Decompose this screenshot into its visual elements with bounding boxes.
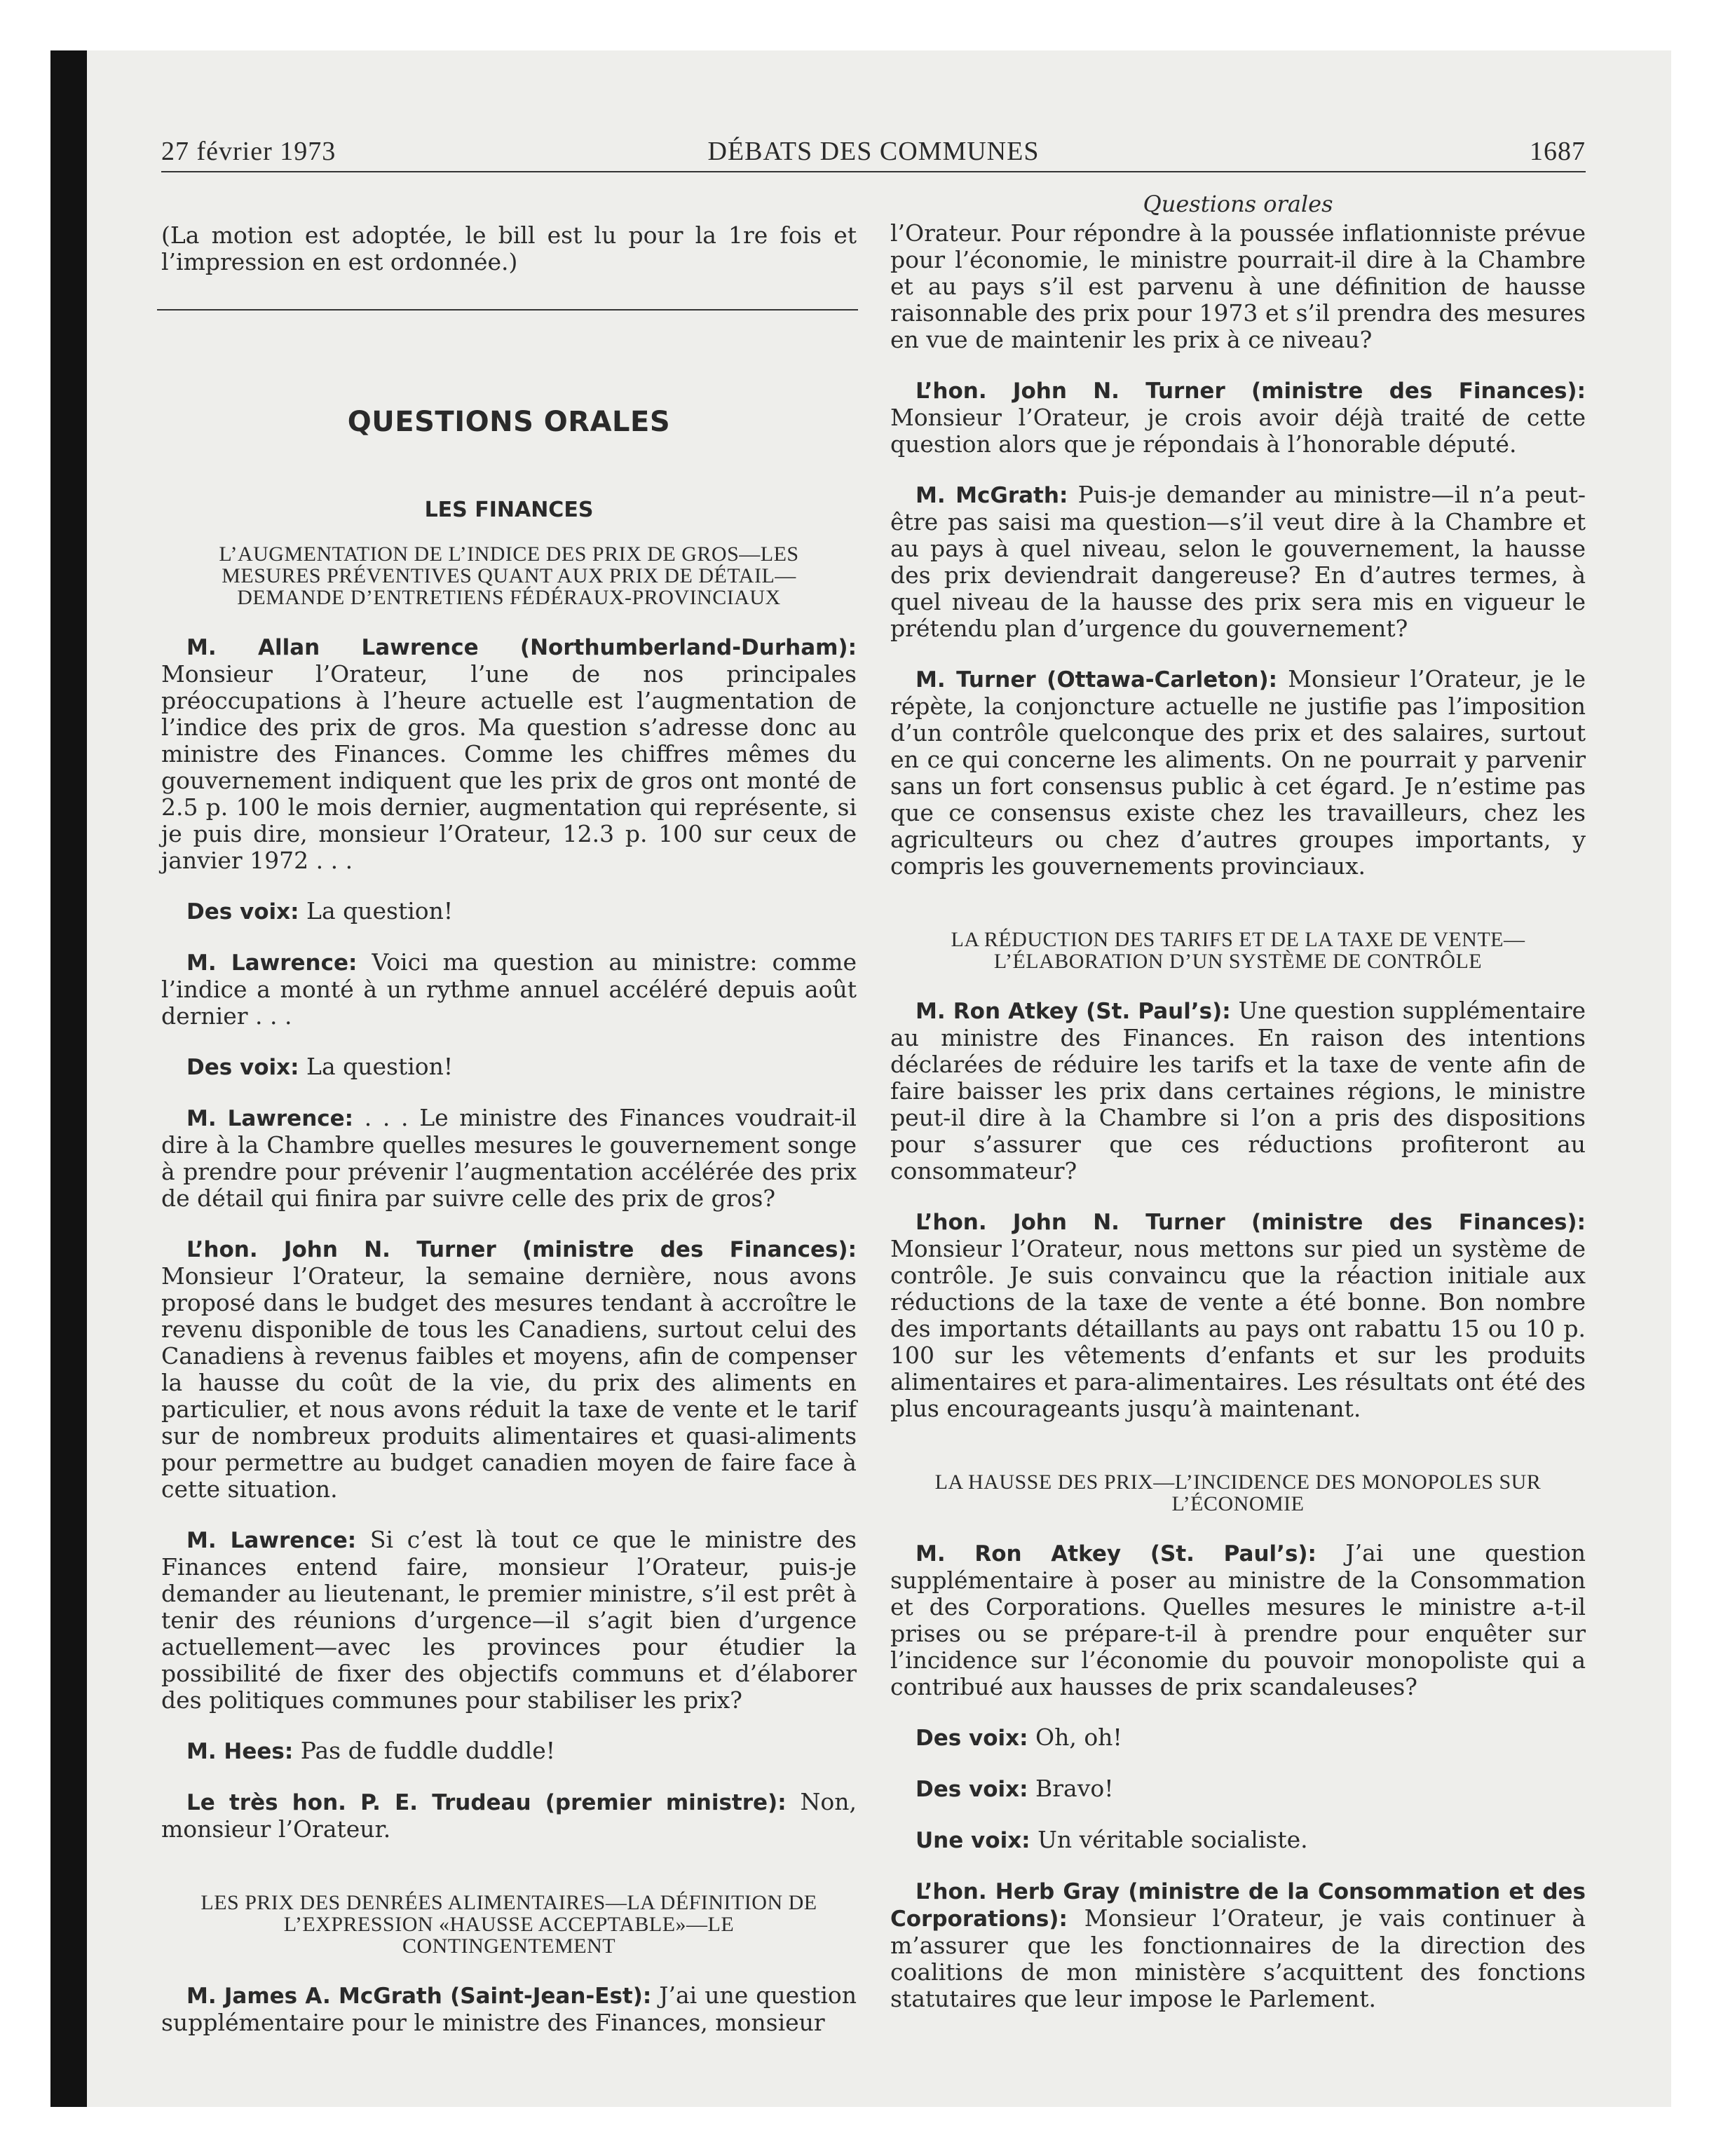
speech-paragraph <box>890 482 1586 642</box>
speaker-name: M. James A. McGrath (Saint-Jean-Est): <box>186 1984 652 2009</box>
speech-text: Voici ma question au ministre: comme l’indice a monté à un rythme annuel accéléré depuis août dernier . . . <box>161 948 857 1030</box>
speaker-name: L’hon. John N. Turner (ministre des Finances): <box>186 1237 857 1262</box>
speech-paragraph <box>161 1236 857 1503</box>
speech-text: Pas de fuddle duddle! <box>300 1737 555 1764</box>
speaker-name: Une voix: <box>916 1828 1030 1853</box>
speech-text: Monsieur l’Orateur, l’une de nos principales préoccupations à l’heure actuelle est l’augmentation de l’indice des prix de gros. Ma question s’adresse donc au ministre des Finances. Comme les chiffres mêmes du gouvernement indiquent que les prix de gros ont monté de 2.5 p. 100 le mois dernier, augmentation qui représente, si je puis dire, monsieur l’Orateur, 12.3 p. 100 sur ceux de janvier 1972 . . . <box>161 660 857 874</box>
speaker-name: M. Ron Atkey (St. Paul’s): <box>916 999 1231 1024</box>
speech-paragraph <box>161 1789 857 1843</box>
speech-paragraph <box>161 898 857 925</box>
speech-paragraph <box>161 1738 857 1765</box>
topic-heading: LES PRIX DES DENRÉES ALIMENTAIRES—LA DÉFINITION DE L’EXPRESSION «HAUSSE ACCEPTABLE»—LE CONTINGENTEMENT <box>200 1891 817 1958</box>
speech-paragraph <box>890 377 1586 458</box>
speech-text: Puis-je demander au ministre—il n’a peut-être pas saisi ma question—s’il veut dire à la Chambre et au pays à quel niveau, selon le gouvernement, la hausse des prix deviendrait dangereuse? En d’autres termes, à quel niveau de la hausse des prix sera mis en vigueur le prétendu plan d’urgence du gouvernement? <box>890 481 1586 642</box>
speech-text: Monsieur l’Orateur, nous mettons sur pied un système de contrôle. Je suis convaincu que la réaction initiale aux réductions de la taxe de vente a été bonne. Bon nombre des importants détaillants au pays ont rabattu 15 ou 10 p. 100 sur les vêtements d’enfants et sur les produits alimentaires et para-alimentaires. Les résultats ont été des plus encourageants jusqu’à maintenant. <box>890 1235 1586 1422</box>
topic-heading: LA HAUSSE DES PRIX—L’INCIDENCE DES MONOPOLES SUR L’ÉCONOMIE <box>934 1471 1542 1515</box>
motion-text: (La motion est adoptée, le bill est lu pour la 1re fois et l’impression en est ordonnée.) <box>161 221 857 275</box>
speaker-name: M. Lawrence: <box>186 950 358 976</box>
speech-paragraph <box>890 1827 1586 1854</box>
page-header <box>161 135 1586 172</box>
speaker-name: Des voix: <box>186 899 299 925</box>
speech-paragraph <box>890 1208 1586 1422</box>
speech-text: . . . Le ministre des Finances voudrait-il dire à la Chambre quelles mesures le gouvernement songe à prendre pour prévenir l’augmentation accélérée des prix de détail qui finira par suivre celle des prix de gros? <box>161 1104 857 1212</box>
speech-paragraph <box>890 1724 1586 1752</box>
speech-text: Non, monsieur l’Orateur. <box>161 1788 857 1843</box>
topic-heading: L’AUGMENTATION DE L’INDICE DES PRIX DE GROS—LES MESURES PRÉVENTIVES QUANT AUX PRIX DE DÉTAIL—DEMANDE D’ENTRETIENS FÉDÉRAUX-PROVINCIAUX <box>219 543 799 609</box>
document-page <box>87 50 1671 2107</box>
speech-text: La question! <box>306 1053 454 1080</box>
topic-heading: LA RÉDUCTION DES TARIFS ET DE LA TAXE DE VENTE—L’ÉLABORATION D’UN SYSTÈME DE CONTRÔLE <box>951 928 1525 973</box>
header-page-number: 1687 <box>1530 137 1586 166</box>
speaker-name: M. Lawrence: <box>186 1106 354 1131</box>
subsection-title: LES FINANCES <box>424 498 594 522</box>
speaker-name: M. McGrath: <box>916 483 1068 508</box>
speech-text: Monsieur l’Orateur, je le répète, la conjoncture actuelle ne justifie pas l’imposition d’un contrôle quelconque des prix et des salaires, surtout en ce qui concerne les aliments. On ne pourrait y parvenir sans un fort consensus public à cet égard. Je n’estime pas que ce consensus existe chez les travailleurs, chez les agriculteurs ou chez d’autres groupes importants, y compris les gouvernements provinciaux. <box>890 665 1586 880</box>
speech-paragraph <box>161 1053 857 1081</box>
speech-text: La question! <box>306 897 454 925</box>
running-head: Questions orales <box>1143 191 1333 217</box>
speech-paragraph <box>161 1105 857 1212</box>
speaker-name: Le très hon. P. E. Trudeau (premier ministre): <box>186 1790 787 1815</box>
speaker-name: M. Lawrence: <box>186 1528 357 1553</box>
speech-paragraph <box>890 1775 1586 1803</box>
speaker-name: Des voix: <box>916 1726 1028 1751</box>
speaker-name: Des voix: <box>916 1777 1028 1802</box>
speaker-name: L’hon. Herb Gray (ministre de la Consommation et des Corporations): <box>890 1879 1586 1932</box>
speech-text: Monsieur l’Orateur, je crois avoir déjà traité de cette question alors que je répondais à l’honorable député. <box>890 404 1586 458</box>
speech-text: Une question supplémentaire au ministre des Finances. En raison des intentions déclarées de réduire les tarifs et la taxe de vente afin de faire baisser les prix dans certaines régions, le ministre peut-il dire à la Chambre si l’on a pris des dispositions pour s’assurer que ces réductions profiteront au consommateur? <box>890 997 1586 1185</box>
speech-paragraph <box>161 634 857 874</box>
speech-text: Monsieur l’Orateur, la semaine dernière, nous avons proposé dans le budget des mesures tendant à accroître le revenu disponible de tous les Canadiens, surtout celui des Canadiens à revenus faibles et moyens, afin de compenser la hausse du coût de la vie, du prix des aliments en particulier, et nous avons réduit la taxe de vente et le tarif sur de nombreux produits alimentaires et quasi-aliments pour permettre au budget canadien moyen de faire face à cette situation. <box>161 1262 857 1503</box>
speech-text: Monsieur l’Orateur, je vais continuer à m’assurer que les fonctionnaires de la direction des coalitions de mon ministère s’acquittent des fonctions statutaires que leur impose le Parlement. <box>890 1904 1586 2012</box>
speech-text: Bravo! <box>1035 1775 1114 1802</box>
scan-edge-bar <box>50 50 87 2107</box>
speaker-name: L’hon. John N. Turner (ministre des Finances): <box>916 1210 1586 1235</box>
speech-paragraph <box>890 1540 1586 1700</box>
speaker-name: L’hon. John N. Turner (ministre des Finances): <box>916 378 1586 404</box>
section-title: QUESTIONS ORALES <box>347 406 671 438</box>
speech-paragraph <box>890 997 1586 1185</box>
section-divider <box>157 309 858 311</box>
speaker-name: Des voix: <box>186 1055 299 1080</box>
speech-paragraph <box>161 949 857 1030</box>
speaker-name: M. Allan Lawrence (Northumberland-Durham): <box>186 635 857 660</box>
speaker-name: M. Ron Atkey (St. Paul’s): <box>916 1541 1316 1567</box>
speaker-name: M. Turner (Ottawa-Carleton): <box>916 667 1278 692</box>
speaker-name: M. Hees: <box>186 1739 294 1764</box>
speech-paragraph <box>161 1527 857 1714</box>
header-title: DÉBATS DES COMMUNES <box>707 137 1040 166</box>
speech-text: J’ai une question supplémentaire à poser au ministre de la Consommation et des Corporations. Quelles mesures le ministre a-t-il prises ou se prépare-t-il à prendre pour enquêter sur l’incidence sur l’économie du pouvoir monopoliste qui a contribué aux hausses de prix scandaleuses? <box>890 1539 1586 1700</box>
header-date: 27 février 1973 <box>161 137 336 166</box>
speech-text: Un véritable socialiste. <box>1037 1826 1308 1853</box>
continuation-paragraph: l’Orateur. Pour répondre à la poussée inflationniste prévue pour l’économie, le ministre pourrait-il dire à la Chambre et au pays s’il est parvenu à une définition de hausse raisonnable des prix pour 1973 et s’il prendra des mesures en vue de maintenir les prix à ce niveau? <box>890 219 1586 353</box>
speech-text: Si c’est là tout ce que le ministre des Finances entend faire, monsieur l’Orateur, puis-je demander au lieutenant, le premier ministre, s’il est prêt à tenir des réunions d’urgence—il s’agit bien d’urgence actuellement—avec les provinces pour étudier la possibilité de fixer des objectifs communs et d’élaborer des politiques communes pour stabiliser les prix? <box>161 1526 857 1714</box>
speech-paragraph <box>890 1878 1586 2012</box>
speech-paragraph <box>161 1982 857 2036</box>
speech-paragraph <box>890 666 1586 880</box>
speech-text: J’ai une question supplémentaire pour le ministre des Finances, monsieur <box>161 1981 857 2036</box>
speech-text: Oh, oh! <box>1035 1724 1122 1751</box>
right-column <box>890 191 1586 2036</box>
left-column <box>161 222 857 2060</box>
